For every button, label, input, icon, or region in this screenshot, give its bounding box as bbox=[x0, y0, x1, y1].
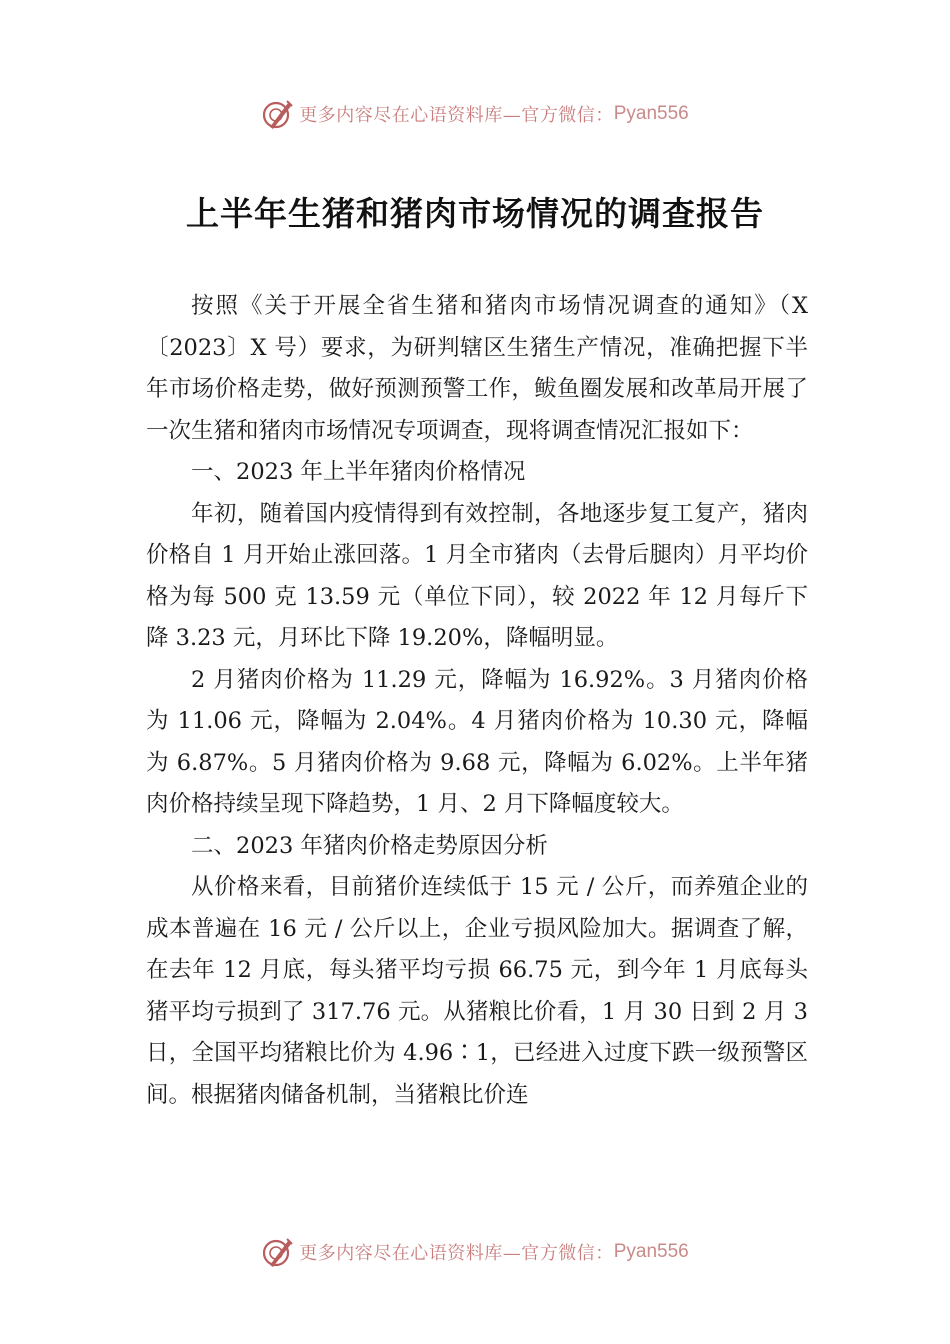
pen-logo-icon bbox=[261, 1235, 295, 1269]
watermark-footer bbox=[0, 1232, 950, 1272]
watermark-header bbox=[0, 94, 950, 134]
section-heading-1: 一、2023 年上半年猪肉价格情况 bbox=[191, 459, 526, 485]
watermark-text: 更多内容尽在心语资料库—官方微信： bbox=[299, 1243, 614, 1264]
page-title: 上半年生猪和猪肉市场情况的调查报告 bbox=[186, 194, 764, 233]
watermark-text: 更多内容尽在心语资料库—官方微信： bbox=[299, 105, 614, 126]
paragraph-january-price: 年初，随着国内疫情得到有效控制，各地逐步复工复产，猪肉价格自 1 月开始止涨回落。1 月全市猪肉（去骨后腿肉）月平均价格为每 500 克 13.59 元（单位下同），较 2022 年 12 月每斤下降 3.23 元，月环比下降 19.20%，降幅明显。 bbox=[146, 500, 808, 651]
watermark-id: Pyan556 bbox=[613, 103, 689, 124]
paragraph-price-analysis: 从价格来看，目前猪价连续低于 15 元 / 公斤，而养殖企业的成本普遍在 16 元 / 公斤以上，企业亏损风险加大。据调查了解，在去年 12 月底，每头猪平均亏损 66.75 元，到今年 1 月底每头猪平均亏损到了 317.76 元。从猪粮比价看，1 月 30 日到 2 月 3 日，全国平均猪粮比价为 4.96∶1，已经进入过度下跌一级预警区间。根据猪肉储备机制，当猪粮比价连 bbox=[146, 874, 808, 1108]
watermark-id: Pyan556 bbox=[613, 1241, 689, 1262]
document-body bbox=[146, 286, 808, 1116]
paragraph-intro: 按照《关于开展全省生猪和猪肉市场情况调查的通知》（X〔2023〕X 号）要求，为研判辖区生猪生产情况，准确把握下半年市场价格走势，做好预测预警工作，鲅鱼圈发展和改革局开展了一次生猪和猪肉市场情况专项调查，现将调查情况汇报如下： bbox=[146, 293, 808, 444]
pen-logo-icon bbox=[261, 97, 295, 131]
paragraph-monthly-prices: 2 月猪肉价格为 11.29 元，降幅为 16.92%。3 月猪肉价格为 11.06 元，降幅为 2.04%。4 月猪肉价格为 10.30 元，降幅为 6.87%。5 月猪肉价格为 9.68 元，降幅为 6.02%。上半年猪肉价格持续呈现下降趋势，1 月、2 月下降幅度较大。 bbox=[146, 666, 808, 817]
section-heading-2: 二、2023 年猪肉价格走势原因分析 bbox=[191, 832, 548, 859]
